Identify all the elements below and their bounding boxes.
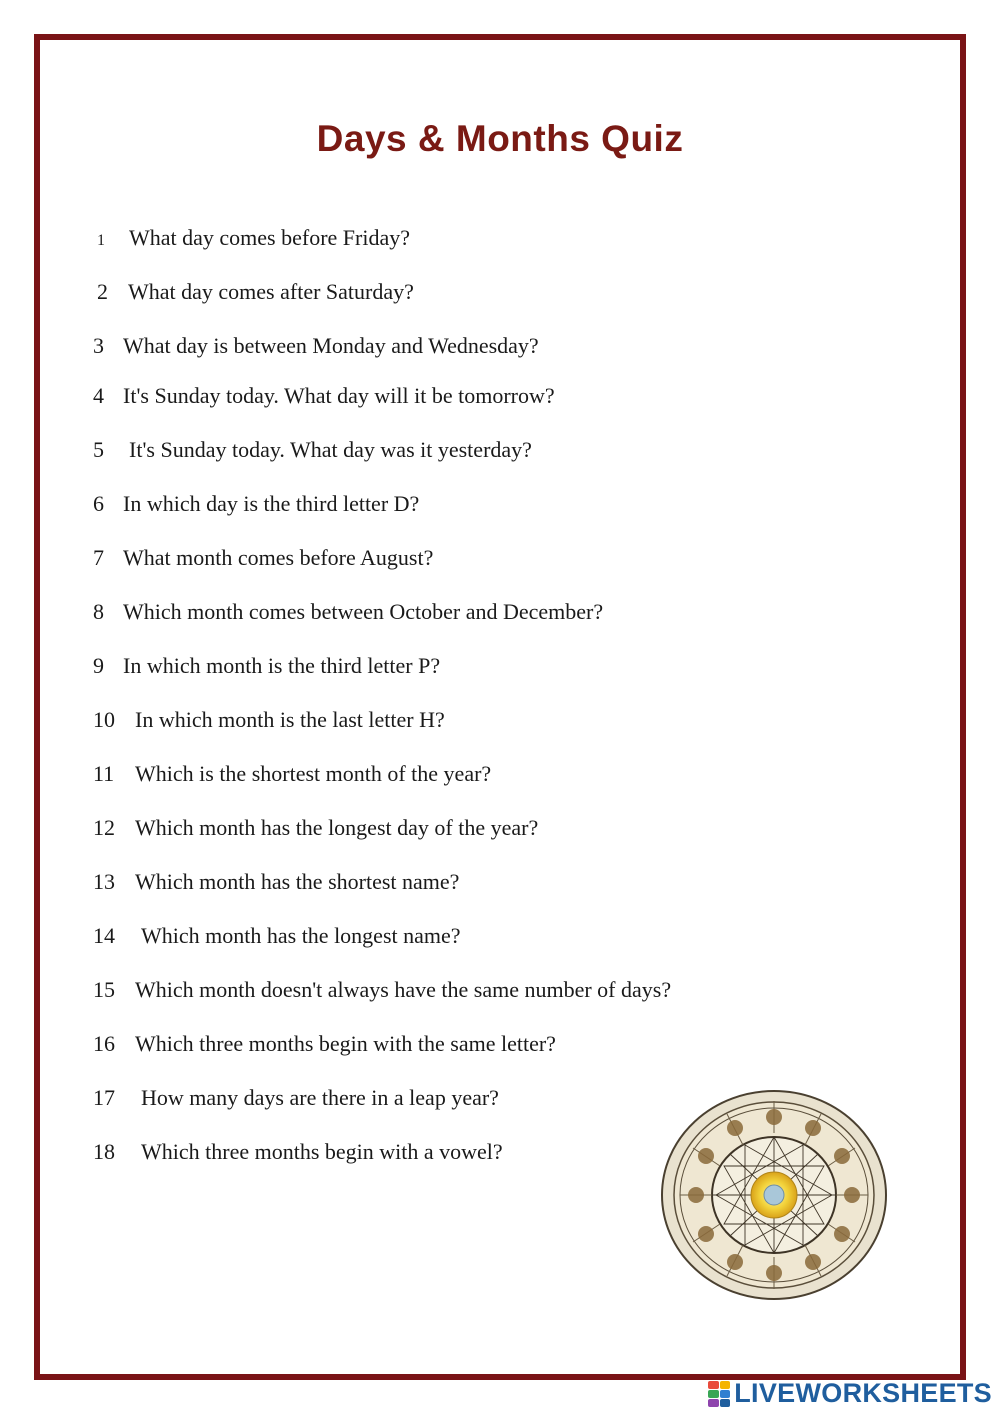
question-text: Which is the shortest month of the year? (135, 761, 492, 786)
question-number: 1 (97, 232, 105, 249)
question-text: Which month has the shortest name? (135, 869, 460, 894)
question-number: 4 (93, 383, 104, 408)
question-number: 13 (93, 869, 115, 894)
question-text: Which three months begin with a vowel? (141, 1139, 503, 1164)
question-number: 5 (93, 437, 104, 462)
question-text: What day comes before Friday? (129, 225, 410, 250)
question-number: 3 (93, 333, 104, 358)
question-number: 6 (93, 491, 104, 516)
question-text: What day is between Monday and Wednesday? (123, 333, 539, 358)
liveworksheets-logo-icon (708, 1381, 730, 1407)
question-number: 10 (93, 707, 115, 732)
question-text: Which month has the longest day of the year? (135, 815, 539, 840)
question-number: 12 (93, 815, 115, 840)
question-number: 8 (93, 599, 104, 624)
question-text: Which month has the longest name? (141, 923, 461, 948)
question-text: Which three months begin with the same letter? (135, 1031, 556, 1056)
question-text: What day comes after Saturday? (128, 279, 414, 304)
question-number: 15 (93, 977, 115, 1002)
question-number: 2 (97, 279, 108, 304)
question-number: 16 (93, 1031, 115, 1056)
watermark-text: LIVEWORKSHEETS (734, 1378, 992, 1408)
question-text: Which month doesn't always have the same number of days? (135, 977, 672, 1002)
liveworksheets-watermark (708, 1378, 992, 1409)
question-text: In which day is the third letter D? (123, 491, 420, 516)
zodiac-wheel-image (660, 1088, 888, 1302)
page-title: Days & Months Quiz (316, 118, 684, 159)
question-text: What month comes before August? (123, 545, 434, 570)
question-text: In which month is the last letter H? (135, 707, 445, 732)
question-text: It's Sunday today. What day was it yesterday? (129, 437, 532, 462)
question-text: How many days are there in a leap year? (141, 1085, 499, 1110)
question-text: In which month is the third letter P? (123, 653, 441, 678)
question-text: It's Sunday today. What day will it be tomorrow? (123, 383, 555, 408)
question-text: Which month comes between October and December? (123, 599, 604, 624)
question-number: 18 (93, 1139, 115, 1164)
question-number: 14 (93, 923, 115, 948)
question-number: 7 (93, 545, 104, 570)
question-number: 11 (93, 761, 115, 786)
question-number: 9 (93, 653, 104, 678)
question-number: 17 (93, 1085, 115, 1110)
